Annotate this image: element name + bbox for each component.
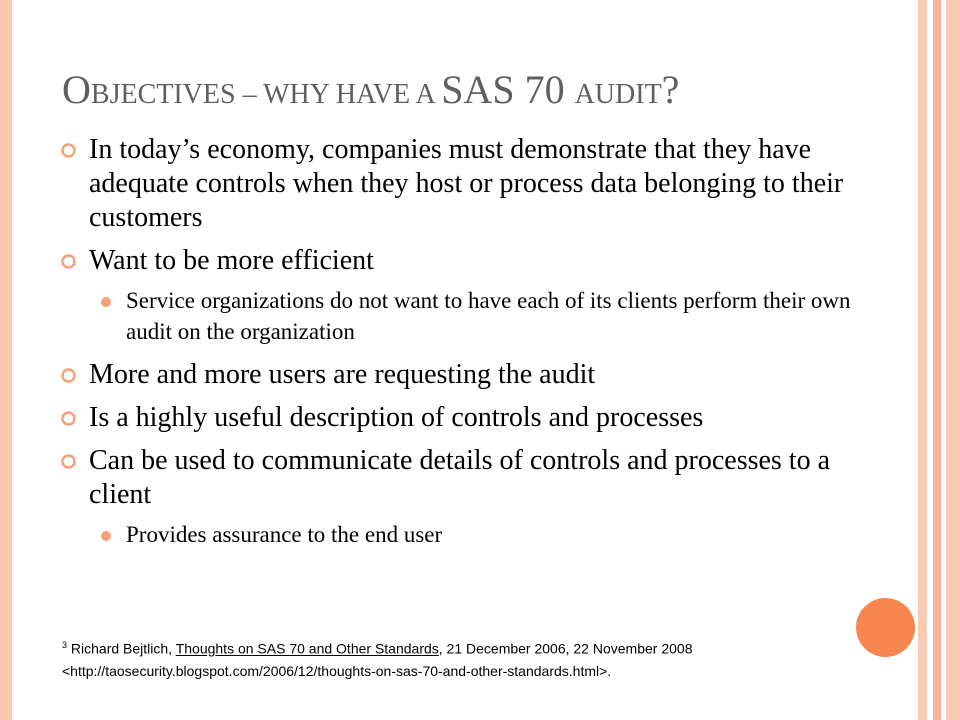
bullet-text: More and more users are requesting the audit	[89, 359, 596, 390]
bullet-item	[60, 444, 860, 512]
footnote-number: 3	[62, 640, 68, 650]
sub-bullet-text: Provides assurance to the end user	[126, 522, 443, 547]
hollow-circle-bullet-icon	[60, 410, 77, 427]
footnote-work-title: Thoughts on SAS 70 and Other Standards	[175, 640, 439, 657]
footnote	[62, 634, 852, 682]
footnote-dates: , 21 December 2006, 22 November 2008	[438, 640, 693, 657]
stripe	[933, 0, 941, 720]
bullet-text: Is a highly useful description of controls and processes	[89, 402, 704, 433]
hollow-circle-bullet-icon	[60, 253, 77, 270]
orange-accent-circle	[856, 598, 915, 657]
stripe	[918, 0, 927, 720]
sub-bullet-item	[60, 519, 860, 550]
bullet-item	[60, 244, 860, 278]
bullet-list	[60, 133, 860, 561]
footnote-url: <http://taosecurity.blogspot.com/2006/12/thoughts-on-sas-70-and-other-standards.html>.	[62, 662, 612, 679]
sub-bullet-text: Service organizations do not want to have each of its clients perform their own audit on the organization	[126, 288, 851, 344]
bullet-text: In today’s economy, companies must demonstrate that they have adequate controls when they host or process data belonging to their customers	[89, 134, 844, 233]
bullet-item	[60, 401, 860, 435]
left-decorative-band	[0, 0, 12, 720]
footnote-author: Richard Bejtlich,	[67, 640, 176, 657]
title-acronym: SAS 70	[441, 67, 575, 112]
title-initial: O	[62, 67, 91, 112]
hollow-circle-bullet-icon	[60, 367, 77, 384]
hollow-circle-bullet-icon	[60, 453, 77, 470]
filled-dot-bullet-icon	[101, 297, 111, 307]
right-decorative-stripes	[918, 0, 960, 720]
slide-title	[62, 66, 862, 113]
sub-bullet-item	[60, 285, 860, 347]
filled-dot-bullet-icon	[101, 531, 111, 541]
bullet-text: Can be used to communicate details of controls and processes to a client	[89, 445, 831, 510]
bullet-item	[60, 133, 860, 235]
bullet-text: Want to be more efficient	[89, 245, 374, 276]
title-question-mark: ?	[661, 67, 680, 112]
title-text-2: AUDIT	[574, 79, 662, 110]
stripe	[946, 0, 960, 720]
bullet-item	[60, 358, 860, 392]
title-text-1: BJECTIVES – WHY HAVE A	[90, 79, 442, 110]
hollow-circle-bullet-icon	[60, 142, 77, 159]
